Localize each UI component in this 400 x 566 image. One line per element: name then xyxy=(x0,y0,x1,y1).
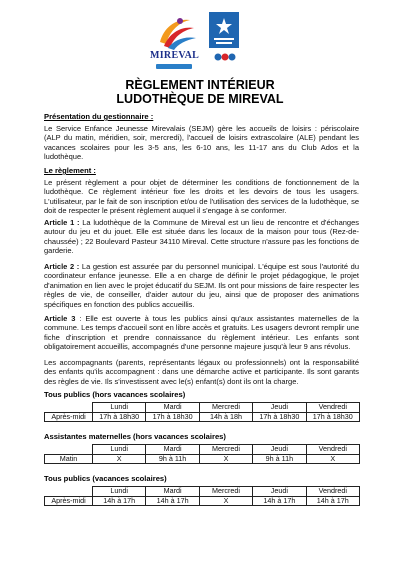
paragraph-accompagnants: Les accompagnants (parents, représentants légaux ou professionnels) ont la responsabilité des enfants qu'ils accompagnent : dans une démarche active et participante. Ils sont garants des règles de vie. Ils s'investissent avec le(s) enfant(s) dont ils ont la charge. xyxy=(44,358,359,386)
section-heading-gestionnaire: Présentation du gestionnaire : xyxy=(44,112,154,121)
article-1-label: Article 1 : xyxy=(44,218,80,227)
schedule-table-tous-publics-vacances xyxy=(44,486,360,506)
table-row xyxy=(45,412,360,422)
herault-department-logo xyxy=(209,12,239,48)
row-label: Après-midi xyxy=(45,496,93,506)
schedule-cell: 14h à 17h xyxy=(306,496,359,506)
caf-logo-icon xyxy=(214,52,236,62)
article-2-label: Article 2 : xyxy=(44,262,80,271)
paragraph-article-2 xyxy=(44,262,359,309)
article-2-body: La gestion est assurée par du personnel municipal. L'équipe est sous l'autorité du coordinateur enfance jeunesse. Elle a en charge de définir le projet pédagogique, le projet d'animation en lien avec le projet éducatif du SEJM. Ils ont pour missions de faire respecter les règles de vie, de conseiller, d'aider autour du jeu, ainsi que de proposer des animations spécifiques en fonction des publics accueillis. xyxy=(44,262,359,309)
day-header: Mardi xyxy=(146,487,199,497)
day-header: Mardi xyxy=(146,445,199,455)
table-header-row xyxy=(45,487,360,497)
schedule-cell: 14h à 17h xyxy=(253,496,306,506)
day-header: Mercredi xyxy=(199,403,252,413)
schedule-table-tous-publics-hors-vacances xyxy=(44,402,360,422)
article-3-label: Article 3 xyxy=(44,314,76,323)
day-header: Lundi xyxy=(93,445,146,455)
day-header: Vendredi xyxy=(306,445,359,455)
day-header: Jeudi xyxy=(253,445,306,455)
table-row xyxy=(45,496,360,506)
day-header: Vendredi xyxy=(306,403,359,413)
section-heading-reglement: Le règlement : xyxy=(44,166,96,175)
herault-cross-icon xyxy=(209,12,239,48)
schedule-cell: 17h à 18h30 xyxy=(306,412,359,422)
day-header: Mercredi xyxy=(199,487,252,497)
schedule-cell: 17h à 18h30 xyxy=(93,412,146,422)
table-row xyxy=(45,454,360,464)
schedule-cell: X xyxy=(93,454,146,464)
schedule-cell: 17h à 18h30 xyxy=(146,412,199,422)
table-header-row xyxy=(45,445,360,455)
schedule-cell: X xyxy=(199,454,252,464)
paragraph-gestionnaire: Le Service Enfance Jeunesse Mirevalais (SEJM) gère les accueils de loisirs : périscolaire (ALP du matin, méridien, soir, mercredi), l'accueil de loisirs extrascolaire (ALE) pendant les vacances scolaires pour les 3-5 ans, les 6-10 ans, les 11-17 ans du Club Ados et la ludothèque. xyxy=(44,124,359,162)
table-corner-cell xyxy=(45,403,93,413)
mireval-swoosh-icon xyxy=(150,12,198,52)
mireval-logo xyxy=(150,12,198,72)
day-header: Mercredi xyxy=(199,445,252,455)
day-header: Mardi xyxy=(146,403,199,413)
schedule-cell: 17h à 18h30 xyxy=(253,412,306,422)
day-header: Vendredi xyxy=(306,487,359,497)
row-label: Après-midi xyxy=(45,412,93,422)
schedule-cell: 9h à 11h xyxy=(253,454,306,464)
paragraph-article-1 xyxy=(44,218,359,256)
mireval-wordmark: MIREVAL xyxy=(150,50,200,61)
schedule-cell: 14h à 18h xyxy=(199,412,252,422)
schedule-cell: X xyxy=(306,454,359,464)
table-header-row xyxy=(45,403,360,413)
day-header: Lundi xyxy=(93,403,146,413)
table-heading-tous-publics-vacances: Tous publics (vacances scolaires) xyxy=(44,474,167,483)
title-line-2: LUDOTHÈQUE DE MIREVAL xyxy=(116,92,284,106)
row-label: Matin xyxy=(45,454,93,464)
day-header: Jeudi xyxy=(253,487,306,497)
mireval-tagline-bar xyxy=(156,64,192,69)
schedule-cell: X xyxy=(199,496,252,506)
title-line-1: RÈGLEMENT INTÉRIEUR xyxy=(125,78,275,92)
table-corner-cell xyxy=(45,487,93,497)
document-title xyxy=(0,78,400,106)
schedule-cell: 9h à 11h xyxy=(146,454,199,464)
article-1-body: La ludothèque de la Commune de Mireval est un lieu de rencontre et d'échanges autour du jeu et du jouet. Elle est située dans les locaux de la maison pour tous (Rez-de-chaussée) ; 22 Boulevard Pasteur 34110 Mireval. Cette structure n'assure pas les fonctions de garderie. xyxy=(44,218,360,256)
table-heading-assistantes-maternelles: Assistantes maternelles (hors vacances scolaires) xyxy=(44,432,226,441)
table-corner-cell xyxy=(45,445,93,455)
table-heading-tous-publics-hors-vacances: Tous publics (hors vacances scolaires) xyxy=(44,390,186,399)
day-header: Jeudi xyxy=(253,403,306,413)
schedule-cell: 14h à 17h xyxy=(146,496,199,506)
paragraph-article-3 xyxy=(44,314,359,352)
schedule-cell: 14h à 17h xyxy=(93,496,146,506)
article-3-body: : Elle est ouverte à tous les publics ainsi qu'aux assistantes maternelles de la commune. Les temps d'accueil sont en libre accès et gratuits. Les usagers devront remplir une fiche d'inscription et prendre connaissance du règlement intérieur. Les enfants sont obligatoirement accueillis, accompagnés d'une personne majeure jusqu'à leur 9 ans révolus. xyxy=(44,314,359,352)
day-header: Lundi xyxy=(93,487,146,497)
schedule-table-assistantes-maternelles xyxy=(44,444,360,464)
paragraph-reglement: Le présent règlement a pour objet de déterminer les conditions de fonctionnement de la ludothèque. Ce règlement intérieur fixe les droits et les devoirs de tous les usagers. L'utilisateur, par le fait de son inscription et/ou de l'utilisation des services de la ludothèque, se doit de respecter le présent règlement auquel il s'engage à se conformer. xyxy=(44,178,359,216)
